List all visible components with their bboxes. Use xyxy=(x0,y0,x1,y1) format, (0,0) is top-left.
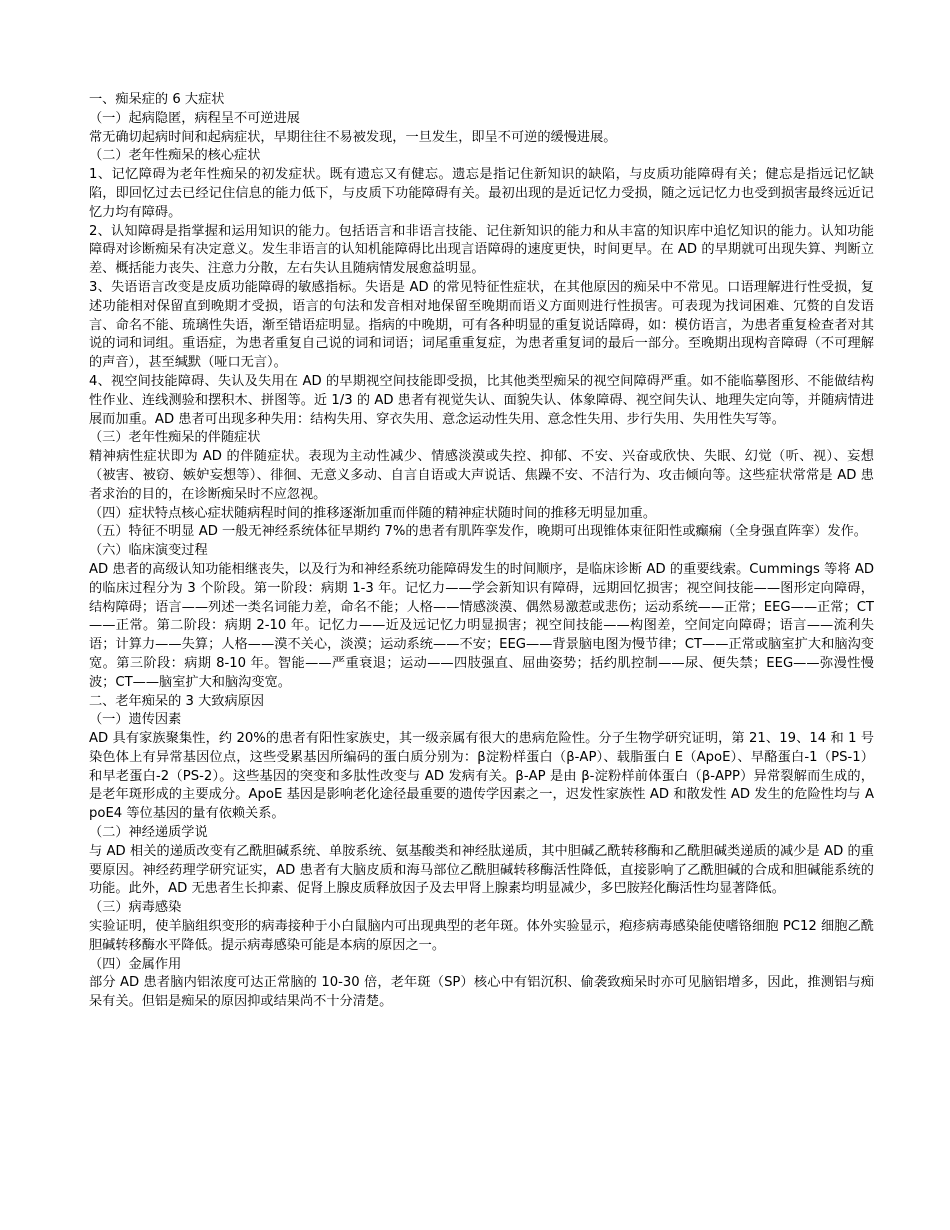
subsection-heading: （二）神经递质学说 xyxy=(89,825,208,841)
body-paragraph: 与 AD 相关的递质改变有乙酰胆碱系统、单胺系统、氨基酸类和神经肽递质，其中胆碱乙酰转移酶和乙酰胆碱类递质的减少是 AD 的重要原因。神经药理学研究证实，AD 患者有大脑皮质和海马部位乙酰胆碱转移酶活性降低，直接影响了乙酰胆碱的合成和胆碱能系统的功能。此外，AD 无患者生长抑素、促肾上腺皮质释放因子及去甲肾上腺素均明显减少，多巴胺羟化酶活性均显著降低。 xyxy=(89,843,874,897)
body-paragraph: 实验证明，使羊脑组织变形的病毒接种于小白鼠脑内可出现典型的老年斑。体外实验显示，疱疹病毒感染能使嗜铬细胞 PC12 细胞乙酰胆碱转移酶水平降低。提示病毒感染可能是本病的原因之一。 xyxy=(89,919,874,953)
body-paragraph: AD 具有家族聚集性，约 20%的患者有阳性家族史，其一级亲属有很大的患病危险性。分子生物学研究证明，第 21、19、14 和 1 号染色体上有异常基因位点，这些受累基因所编码的蛋白质分别为：β淀粉样蛋白（β-AP）、载脂蛋白 E（ApoE）、早酪蛋白-1（PS-1）和早老蛋白-2（PS-2）。这些基因的突变和多肽性改变与 AD 发病有关。β-AP 是由 β-淀粉样前体蛋白（β-APP）异常裂解而生成的，是老年斑形成的主要成分。ApoE 基因是影响老化途径最重要的遗传学因素之一，迟发性家族性 AD 和散发性 AD 发生的危险性均与 ApoE4 等位基因的量有依赖关系。 xyxy=(89,731,874,822)
section-heading: 一、痴呆症的 6 大症状 xyxy=(89,92,225,107)
subsection-heading: （二）老年性痴呆的核心症状 xyxy=(89,148,261,164)
body-paragraph: 精神病性症状即为 AD 的伴随症状。表现为主动性减少、情感淡漠或失控、抑郁、不安、兴奋或欣快、失眠、幻觉（听、视）、妄想（被害、被窃、嫉妒妄想等）、徘徊、无意义多动、自言自语或大声说话、焦躁不安、不洁行为、攻击倾向等。这些症状常常是 AD 患者求治的目的，在诊断痴呆时不应忽视。 xyxy=(89,449,874,502)
body-paragraph: 部分 AD 患者脑内铝浓度可达正常脑的 10-30 倍，老年斑（SP）核心中有铝沉积、偷袭致痴呆时亦可见脑铝增多，因此，推测铝与痴呆有关。但铝是痴呆的原因抑或结果尚不十分清楚。 xyxy=(89,975,874,1010)
subsection-heading: （一）遗传因素 xyxy=(89,712,182,728)
body-paragraph: 3、失语语言改变是皮质功能障碍的敏感指标。失语是 AD 的常见特征性症状，在其他原因的痴呆中不常见。口语理解进行性受损，复述功能相对保留直到晚期才受损，语言的句法和发音相对地保留至晚期而语义方面则进行性损害。可表现为找词困难、冗赘的自发语言、命名不能、琉璃性失语，渐至错语症明显。指病的中晚期，可有各种明显的重复说话障碍，如：模仿语言，为患者重复检查者对其说的词和词组。重语症，为患者重复自己说的词和词语；词尾重重复症，为患者重复词的最后一部分。至晚期出现构音障碍（不可理解的声音），甚至缄默（哑口无言）。 xyxy=(89,279,874,371)
section-heading: 二、老年痴呆的 3 大致病原因 xyxy=(89,693,265,709)
body-paragraph: 2、认知障碍是指掌握和运用知识的能力。包括语言和非语言技能、记住新知识的能力和从丰富的知识库中追忆知识的能力。认知功能障碍对诊断痴呆有决定意义。发生非语言的认知机能障碍比出现言语障碍的速度更快，时间更早。在 AD 的早期就可出现失算、判断立差、概括能力丧失、注意力分散，左右失认且随病情发展愈益明显。 xyxy=(89,223,874,277)
body-paragraph: （四）症状特点核心症状随病程时间的推移逐渐加重而伴随的精神症状随时间的推移无明显加重。 xyxy=(89,505,657,521)
body-paragraph: 1、记忆障碍为老年性痴呆的初发症状。既有遗忘又有健忘。遗忘是指记住新知识的缺陷，与皮质功能障碍有关；健忘是指远记忆缺陷，即回忆过去已经记住信息的能力低下，与皮质下功能障碍有关。最初出现的是近记忆力受损，随之远记忆力也受到损害最终远近记忆力均有障碍。 xyxy=(89,167,874,220)
body-paragraph: AD 患者的高级认知功能相继丧失，以及行为和神经系统功能障碍发生的时间顺序，是临床诊断 AD 的重要线索。Cummings 等将 AD 的临床过程分为 3 个阶段。第一阶段：病期 1-3 年。记忆力——学会新知识有障碍，远期回忆损害；视空间技能——图形定向障碍，结构障碍；语言——列述一类名词能力差，命名不能；人格——情感淡漠、偶然易激惹或悲伤；运动系统——正常；EEG——正常；CT——正常。第二阶段：病期 2-10 年。记忆力——近及远记忆力明显损害；视空间技能——构图差，空间定向障碍；语言——流利失语；计算力——失算；人格——漠不关心，淡漠；运动系统——不安；EEG——背景脑电图为慢节律；CT——正常或脑室扩大和脑沟变宽。第三阶段：病期 8-10 年。智能——严重衰退；运动——四肢强直、屈曲姿势；括约肌控制——尿、便失禁；EEG——弥漫性慢波；CT——脑室扩大和脑沟变宽。 xyxy=(89,561,874,690)
subsection-heading: （三）病毒感染 xyxy=(89,900,182,916)
document-body xyxy=(89,91,874,1012)
subsection-heading: （三）老年性痴呆的伴随症状 xyxy=(89,430,261,446)
subsection-heading: （四）金属作用 xyxy=(89,956,182,972)
body-paragraph: 常无确切起病时间和起病症状，早期往往不易被发现，一旦发生，即呈不可逆的缓慢进展。 xyxy=(89,129,617,145)
subsection-heading: （一）起病隐匿，病程呈不可逆进展 xyxy=(89,110,300,126)
body-paragraph: 4、视空间技能障碍、失认及失用在 AD 的早期视空间技能即受损，比其他类型痴呆的视空间障碍严重。如不能临摹图形、不能做结构性作业、连线测验和摆积木、拼图等。近 1/3 的 AD 患者有视觉失认、面貌失认、体象障碍、视空间失认、地理失定向等，并随病情进展而加重。AD 患者可出现多种失用：结构失用、穿衣失用、意念运动性失用、意念性失用、步行失用、失用性失写等。 xyxy=(89,373,874,427)
body-paragraph: （五）特征不明显 AD 一般无神经系统体征早期约 7%的患者有肌阵挛发作，晚期可出现锥体束征阳性或癫痫（全身强直阵挛）发作。 xyxy=(89,524,867,540)
subsection-heading: （六）临床演变过程 xyxy=(89,543,208,559)
